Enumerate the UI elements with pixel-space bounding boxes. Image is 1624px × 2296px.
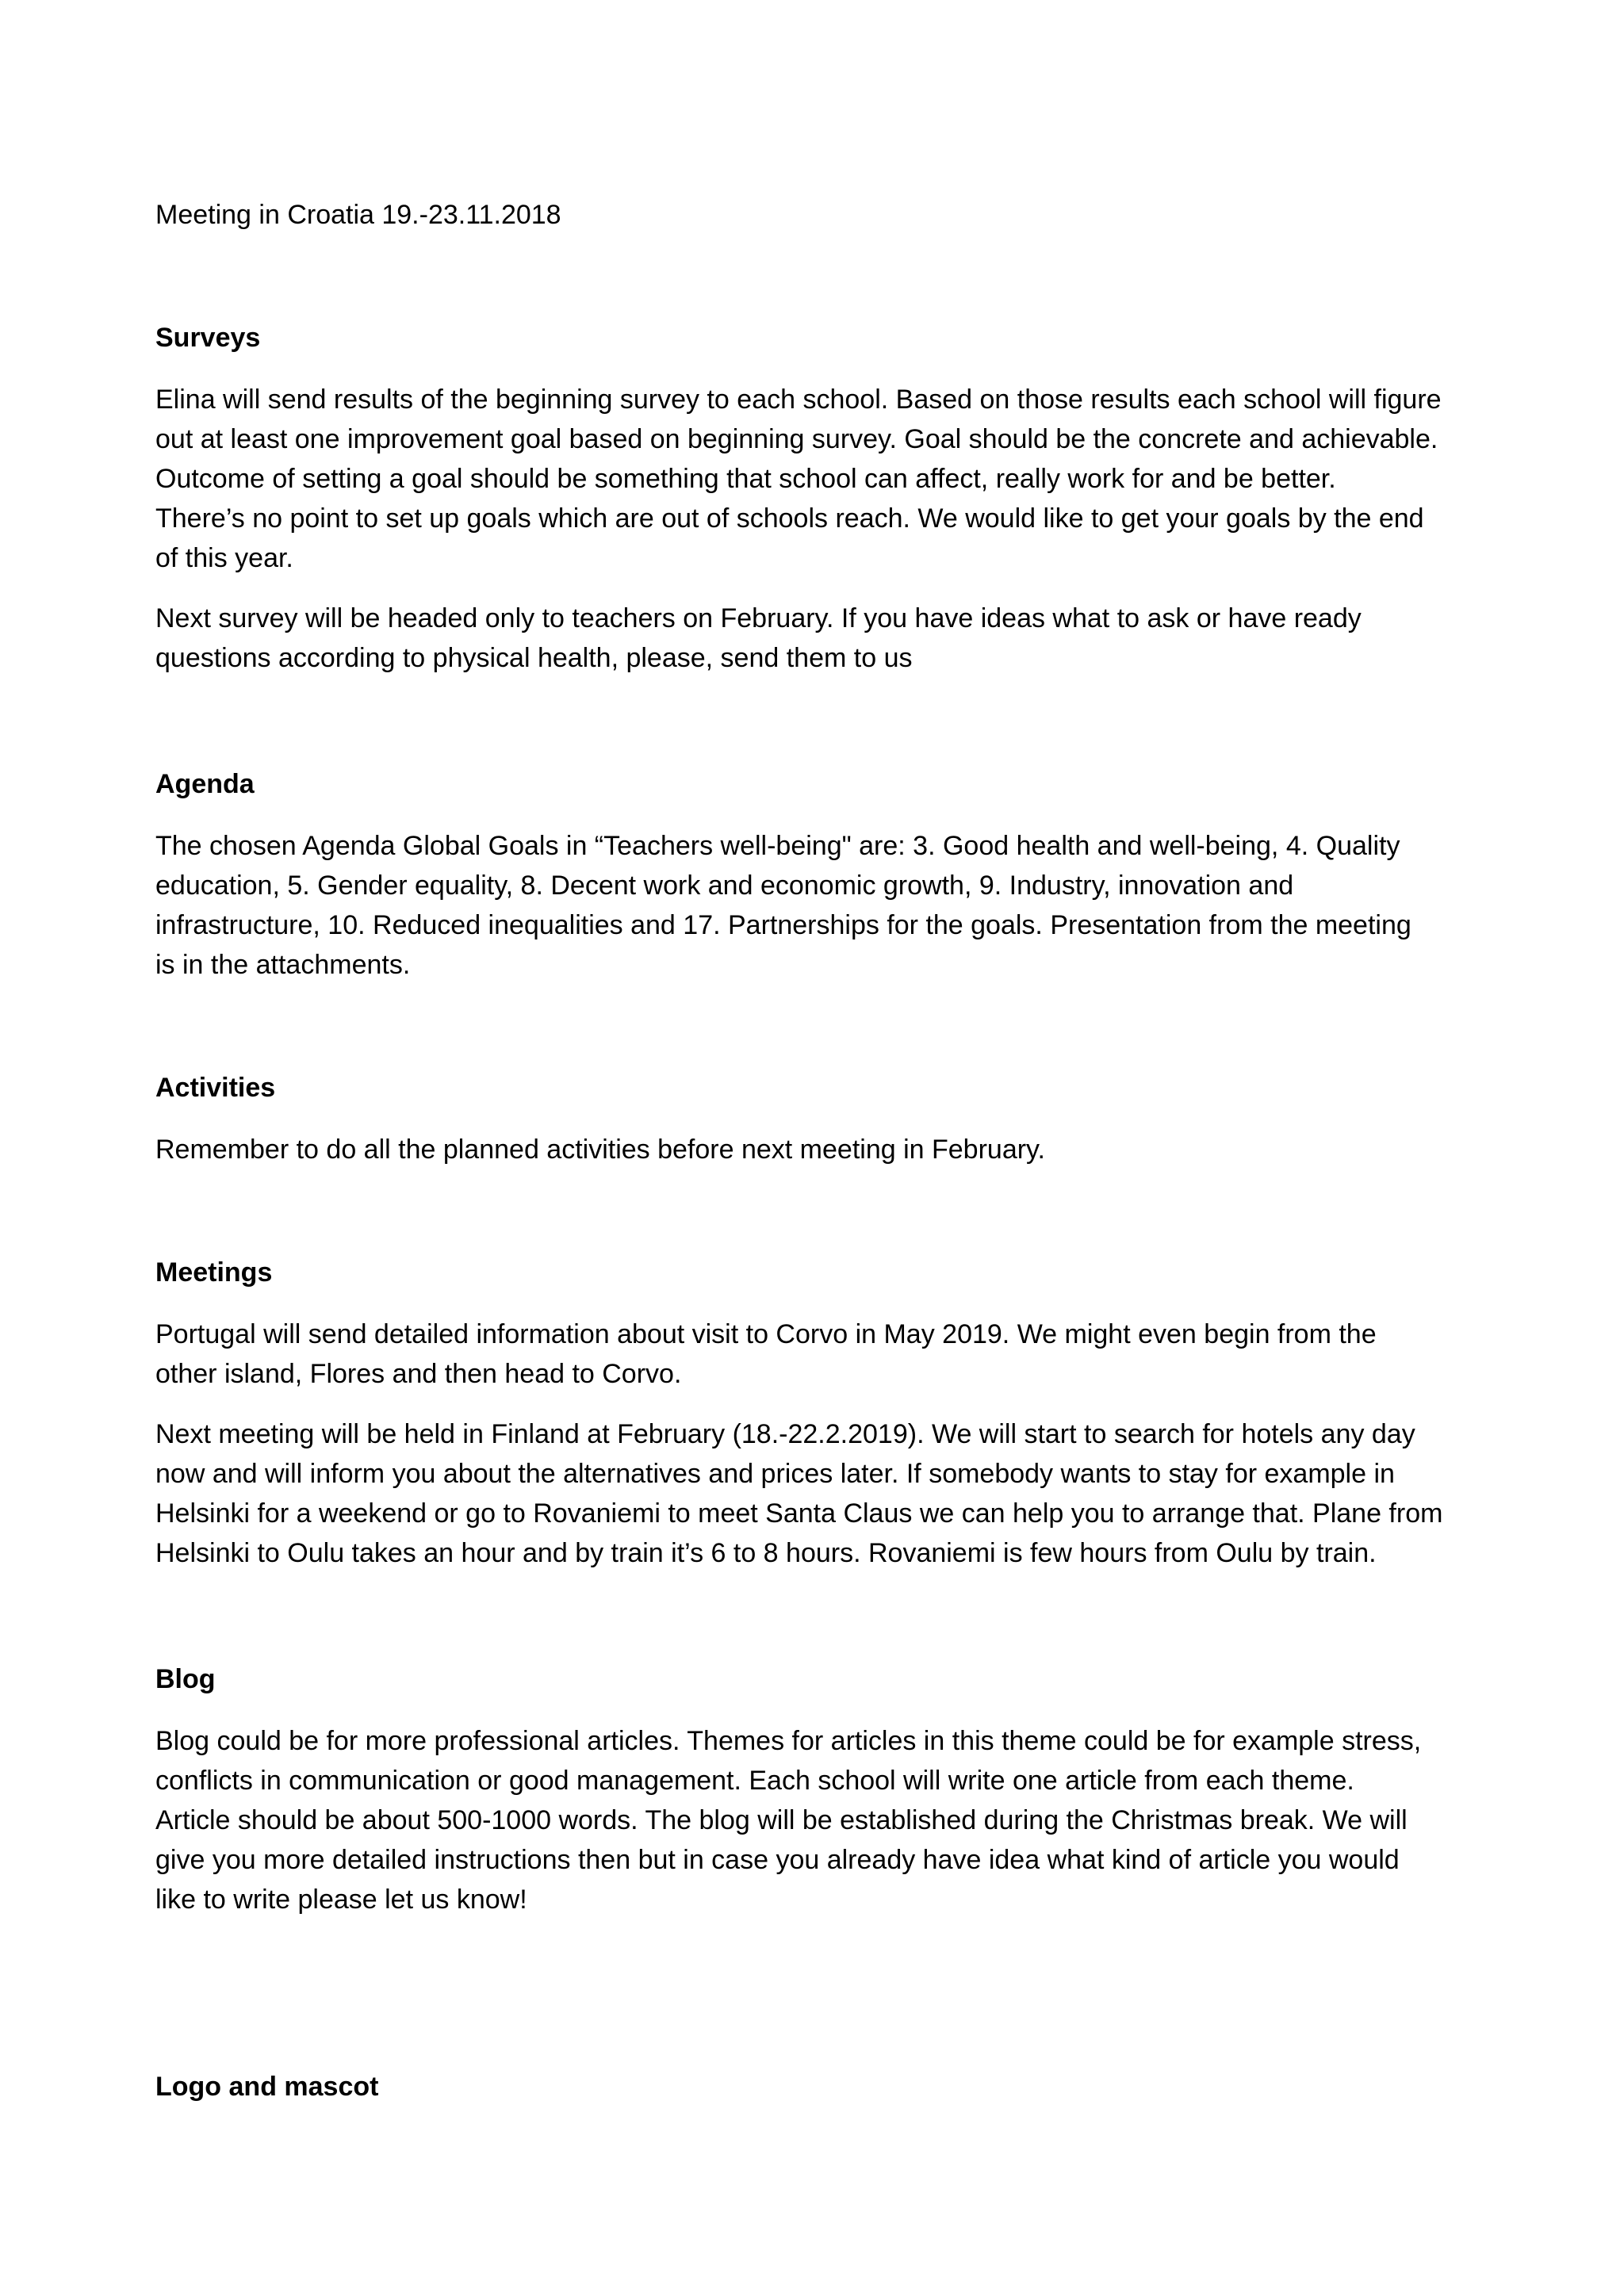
text-line: Next meeting will be held in Finland at February (18.-22.2.2019). We will start to search for hotels any day: [155, 1419, 1415, 1449]
paragraph: [155, 1414, 1488, 1573]
text-line: like to write please let us know!: [155, 1885, 527, 1915]
section-heading: Surveys: [155, 323, 261, 353]
text-line: conflicts in communication or good management. Each school will write one article from each theme.: [155, 1766, 1354, 1796]
text-line: is in the attachments.: [155, 950, 411, 980]
paragraph: [155, 1721, 1488, 1919]
text-line: Remember to do all the planned activities before next meeting in February.: [155, 1135, 1045, 1165]
section-blog: [155, 1659, 1488, 1940]
section-heading: Activities: [155, 1073, 276, 1103]
text-line: questions according to physical health, please, send them to us: [155, 643, 913, 673]
paragraph: [155, 380, 1488, 578]
section-heading: Meetings: [155, 1257, 273, 1288]
paragraph: [155, 1314, 1488, 1394]
text-line: Elina will send results of the beginning survey to each school. Based on those results each school will figure: [155, 385, 1442, 415]
text-line: give you more detailed instructions then but in case you already have idea what kind of article you would: [155, 1845, 1400, 1875]
text-line: Outcome of setting a goal should be something that school can affect, really work for and be better.: [155, 464, 1336, 494]
section-activities: [155, 1068, 1488, 1190]
section-agenda: [155, 764, 1488, 1005]
section-heading: Agenda: [155, 769, 255, 799]
paragraph: [155, 826, 1488, 985]
text-line: Portugal will send detailed information about visit to Corvo in May 2019. We might even begin from the: [155, 1319, 1377, 1349]
text-line: out at least one improvement goal based on beginning survey. Goal should be the concrete and achievable.: [155, 424, 1438, 454]
text-line: There’s no point to set up goals which are out of schools reach. We would like to get your goals by the end: [155, 503, 1424, 534]
text-line: Next survey will be headed only to teachers on February. If you have ideas what to ask or have ready: [155, 603, 1362, 633]
paragraph: [155, 599, 1488, 678]
text-line: of this year.: [155, 543, 293, 573]
text-line: other island, Flores and then head to Corvo.: [155, 1359, 682, 1389]
text-line: infrastructure, 10. Reduced inequalities and 17. Partnerships for the goals. Presentation from the meeting: [155, 910, 1411, 940]
text-line: now and will inform you about the alternatives and prices later. If somebody wants to stay for example in: [155, 1459, 1395, 1489]
text-line: The chosen Agenda Global Goals in “Teachers well-being" are: 3. Good health and well-being, 4. Quality: [155, 831, 1400, 861]
section-heading: Blog: [155, 1664, 216, 1694]
text-line: Blog could be for more professional articles. Themes for articles in this theme could be for example stress,: [155, 1726, 1422, 1756]
document-title: Meeting in Croatia 19.-23.11.2018: [155, 200, 561, 230]
section-logo-and-mascot: [155, 2067, 1488, 2129]
section-heading: Logo and mascot: [155, 2072, 379, 2102]
text-line: Article should be about 500-1000 words. The blog will be established during the Christmas break. We will: [155, 1805, 1408, 1835]
text-line: education, 5. Gender equality, 8. Decent work and economic growth, 9. Industry, innovation and: [155, 871, 1294, 901]
text-line: Helsinki for a weekend or go to Rovaniemi to meet Santa Claus we can help you to arrange that. Plane from: [155, 1498, 1443, 1529]
section-meetings: [155, 1253, 1488, 1594]
section-surveys: [155, 318, 1488, 698]
paragraph: [155, 1130, 1488, 1169]
text-line: Helsinki to Oulu takes an hour and by train it’s 6 to 8 hours. Rovaniemi is few hours from Oulu by train.: [155, 1538, 1377, 1568]
